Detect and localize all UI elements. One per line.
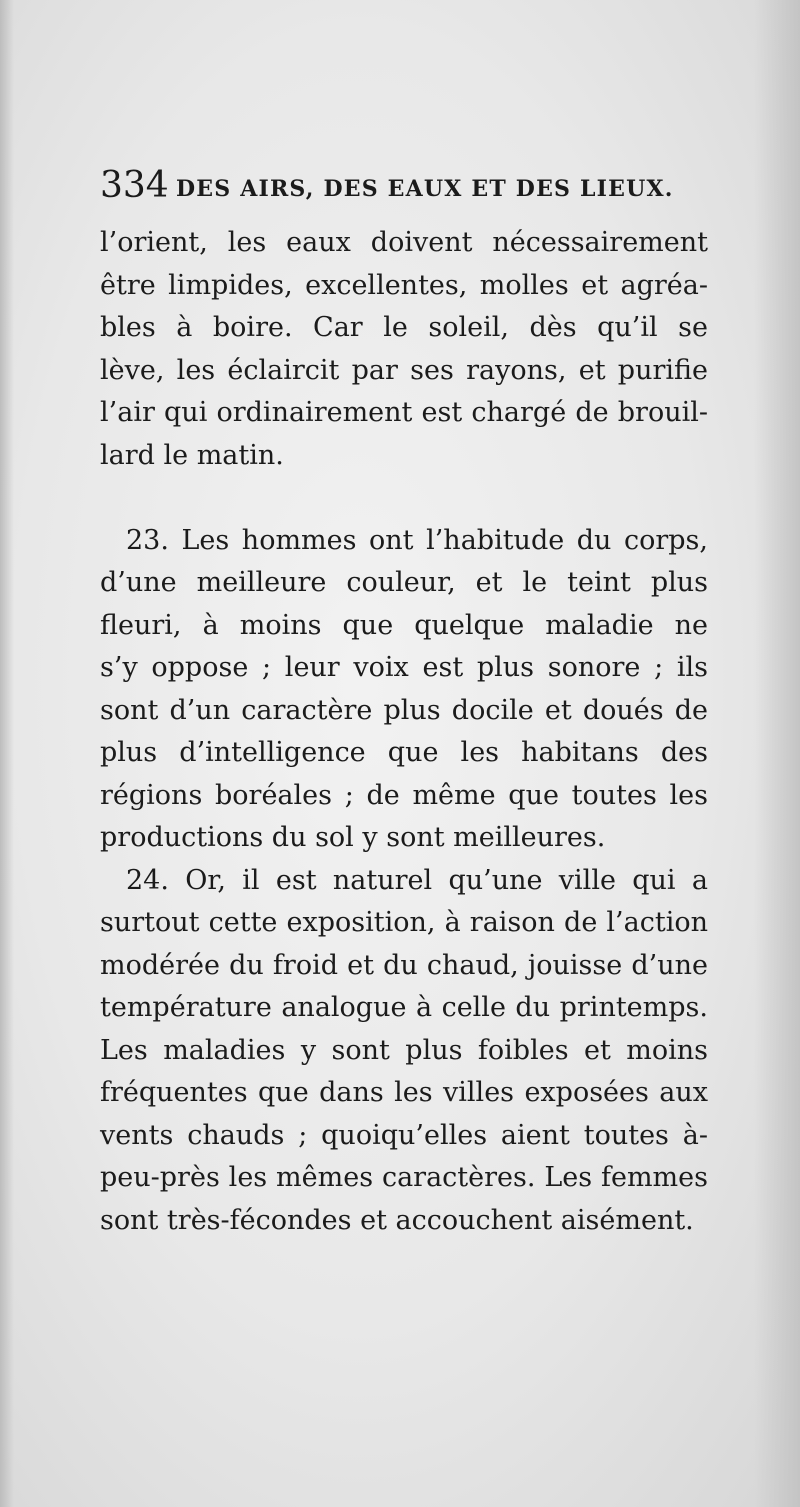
text-line: peu-près les mêmes caractères. Les femmes xyxy=(100,1162,708,1193)
text-line: sont très-fécondes et accouchent aisément. xyxy=(100,1204,694,1236)
text-line: plus d’intelligence que les habitans des xyxy=(100,737,708,768)
text-line: fleuri, à moins que quelque maladie ne xyxy=(100,609,708,641)
text-line: 24. Or, il est naturel qu’une ville qui a xyxy=(126,864,708,896)
text-line: surtout cette exposition, à raison de l’action xyxy=(100,907,708,938)
page-header xyxy=(100,160,700,210)
text-line: régions boréales ; de même que toutes les xyxy=(100,779,708,811)
page-number: 334 xyxy=(100,165,169,206)
page-left-shadow xyxy=(0,0,14,1507)
text-line: d’une meilleure couleur, et le teint plus xyxy=(100,567,708,598)
body-text xyxy=(100,222,708,1242)
paragraph-gap xyxy=(100,477,708,520)
text-line: 23. Les hommes ont l’habitude du corps, xyxy=(126,524,708,556)
text-line: Les maladies y sont plus foibles et moins xyxy=(100,1034,708,1066)
text-line: être limpides, excellentes, molles et agréa- xyxy=(100,269,708,301)
paragraph-3 xyxy=(100,860,708,1243)
page-right-shadow xyxy=(754,0,800,1507)
text-line: sont d’un caractère plus docile et doués de xyxy=(100,694,708,726)
text-line: s’y oppose ; leur voix est plus sonore ; ils xyxy=(100,652,708,683)
text-line: lève, les éclaircit par ses rayons, et purifie xyxy=(100,354,708,386)
text-line: température analogue à celle du printemps. xyxy=(100,992,708,1023)
text-line: l’orient, les eaux doivent nécessairement xyxy=(100,227,708,258)
text-line: fréquentes que dans les villes exposées aux xyxy=(100,1077,708,1108)
paragraph-1 xyxy=(100,222,708,477)
text-line: vents chauds ; quoiqu’elles aient toutes à- xyxy=(100,1119,708,1151)
text-line: bles à boire. Car le soleil, dès qu’il se xyxy=(100,312,708,343)
running-title: DES AIRS, DES EAUX ET DES LIEUX. xyxy=(176,176,674,202)
text-line: modérée du froid et du chaud, jouisse d’une xyxy=(100,949,708,981)
paragraph-2 xyxy=(100,520,708,860)
text-line: productions du sol y sont meilleures. xyxy=(100,822,606,853)
text-line: l’air qui ordinairement est chargé de brouil- xyxy=(100,397,708,428)
text-line: lard le matin. xyxy=(100,439,284,471)
